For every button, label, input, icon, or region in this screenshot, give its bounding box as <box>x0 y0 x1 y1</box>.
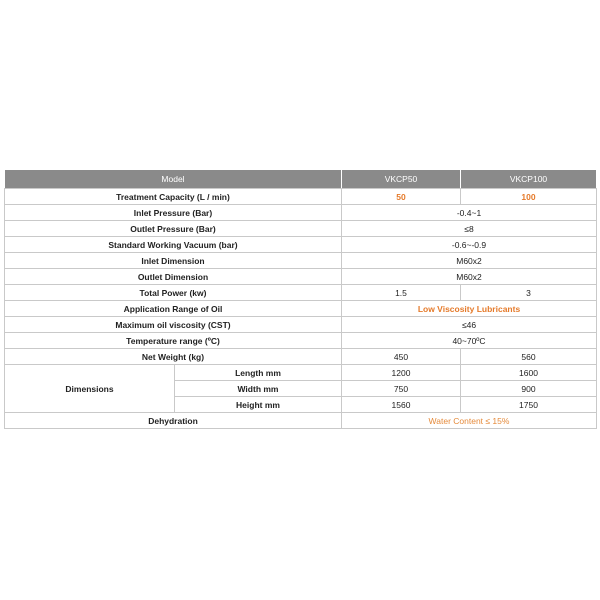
table-row <box>5 301 597 317</box>
row-value: 1.5 <box>342 285 461 301</box>
row-label: Outlet Dimension <box>5 269 342 285</box>
row-value: -0.6~-0.9 <box>342 237 597 253</box>
row-label: Temperature range (ºC) <box>5 333 342 349</box>
dimensions-label: Dimensions <box>5 365 175 413</box>
header-vkcp50: VKCP50 <box>342 170 461 189</box>
row-label: Height mm <box>175 397 342 413</box>
row-label: Outlet Pressure (Bar) <box>5 221 342 237</box>
row-label: Standard Working Vacuum (bar) <box>5 237 342 253</box>
row-value: 1200 <box>342 365 461 381</box>
table-row <box>5 221 597 237</box>
table-row <box>5 317 597 333</box>
table-row <box>5 253 597 269</box>
row-value: M60x2 <box>342 253 597 269</box>
table-row <box>5 269 597 285</box>
row-label: Net Weight (kg) <box>5 349 342 365</box>
row-value: ≤8 <box>342 221 597 237</box>
row-value: 100 <box>461 189 597 205</box>
row-label: Total Power (kw) <box>5 285 342 301</box>
header-model: Model <box>5 170 342 189</box>
table-row <box>5 333 597 349</box>
row-value: 450 <box>342 349 461 365</box>
row-value: 900 <box>461 381 597 397</box>
row-label: Width mm <box>175 381 342 397</box>
row-value: Water Content ≤ 15% <box>342 413 597 429</box>
table-row <box>5 205 597 221</box>
row-value: 1600 <box>461 365 597 381</box>
table-row <box>5 349 597 365</box>
row-value: 50 <box>342 189 461 205</box>
table-row <box>5 365 597 381</box>
row-value: 3 <box>461 285 597 301</box>
row-value: 560 <box>461 349 597 365</box>
row-value: ≤46 <box>342 317 597 333</box>
table-row <box>5 189 597 205</box>
row-label: Application Range of Oil <box>5 301 342 317</box>
table-header-row <box>5 170 597 189</box>
row-value: 1750 <box>461 397 597 413</box>
row-value: 750 <box>342 381 461 397</box>
row-label: Inlet Pressure (Bar) <box>5 205 342 221</box>
table-row <box>5 285 597 301</box>
row-label: Length mm <box>175 365 342 381</box>
row-value: 1560 <box>342 397 461 413</box>
row-label: Maximum oil viscosity (CST) <box>5 317 342 333</box>
row-label: Dehydration <box>5 413 342 429</box>
row-value: Low Viscosity Lubricants <box>342 301 597 317</box>
row-value: -0.4~1 <box>342 205 597 221</box>
header-vkcp100: VKCP100 <box>461 170 597 189</box>
row-label: Inlet Dimension <box>5 253 342 269</box>
spec-table <box>4 169 597 429</box>
table-row <box>5 413 597 429</box>
row-value: M60x2 <box>342 269 597 285</box>
row-value: 40~70ºC <box>342 333 597 349</box>
table-row <box>5 237 597 253</box>
spec-table-container <box>4 169 596 429</box>
row-label: Treatment Capacity (L / min) <box>5 189 342 205</box>
